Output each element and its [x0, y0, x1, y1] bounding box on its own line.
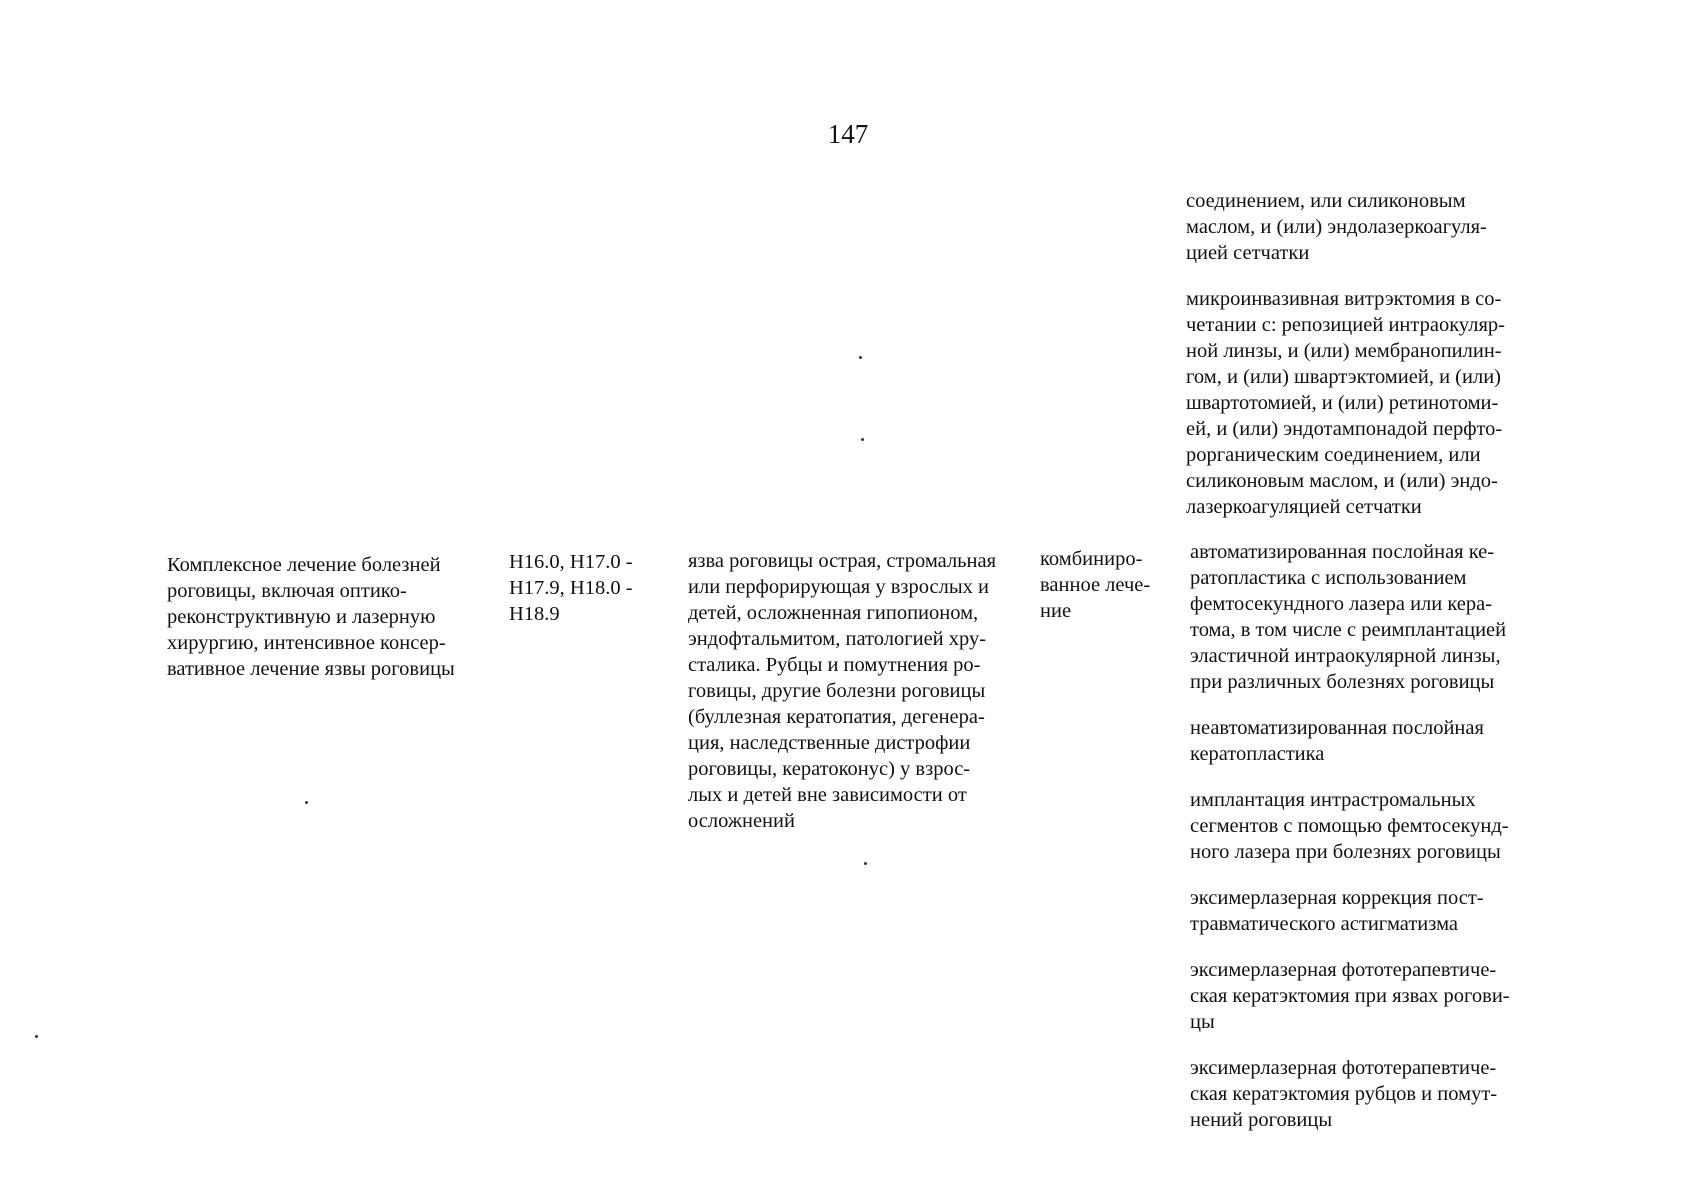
text-line: H17.9, H18.0 - [509, 577, 633, 599]
text-line: силиконовым маслом, и (или) эндо- [1186, 470, 1498, 492]
text-line: комбиниро- [1040, 548, 1143, 570]
text-line: реконструктивную и лазерную [167, 606, 436, 628]
text-line: сталика. Рубцы и помутнения ро- [688, 654, 981, 676]
text-line: детей, осложненная гипопионом, [688, 602, 979, 624]
text-line: швартотомией, и (или) ретинотоми- [1186, 392, 1499, 414]
scan-speck [861, 438, 864, 441]
text-line: ей, и (или) эндотампонадой перфто- [1186, 418, 1503, 440]
text-line: эластичной интраокулярной линзы, [1190, 645, 1501, 667]
text-line: лазеркоагуляцией сетчатки [1186, 496, 1422, 518]
text-line: хирургию, интенсивное консер- [167, 632, 446, 654]
procedure-name-cell [167, 552, 495, 682]
method-item [1190, 715, 1580, 767]
text-line: при различных болезнях роговицы [1190, 671, 1495, 693]
method-item [1186, 286, 1576, 520]
method-item [1190, 957, 1580, 1035]
text-line: автоматизированная послойная ке- [1190, 541, 1495, 563]
text-line: неавтоматизированная послойная [1190, 717, 1484, 739]
text-line: осложнений [688, 810, 795, 832]
text-line: говицы, другие болезни роговицы [688, 680, 986, 702]
diagnosis-cell [688, 548, 1033, 834]
text-line: роговицы, кератоконус) у взрос- [688, 758, 971, 780]
text-line: ратопластика с использованием [1190, 567, 1467, 589]
text-line: имплантация интрастромальных [1190, 789, 1476, 811]
text-line: Комплексное лечение болезней [167, 554, 441, 576]
text-line: ция, наследственные дистрофии [688, 732, 971, 754]
text-line: четании с: репозицией интраокуляр- [1186, 314, 1505, 336]
text-line: рорганическим соединением, или [1186, 444, 1481, 466]
scan-speck [864, 862, 867, 865]
scan-speck [305, 801, 308, 804]
page-number: 147 [827, 119, 869, 149]
text-line: ская кератэктомия рубцов и помут- [1190, 1083, 1498, 1105]
text-line: эндофтальмитом, патологией хру- [688, 628, 987, 650]
text-line: ванное лече- [1040, 574, 1151, 596]
text-line: H16.0, H17.0 - [509, 551, 633, 573]
text-line: маслом, и (или) эндолазеркоагуля- [1186, 216, 1487, 238]
scan-speck [35, 1035, 38, 1038]
text-line: H18.9 [509, 603, 560, 625]
text-line: нений роговицы [1190, 1109, 1333, 1131]
text-line: эксимерлазерная фототерапевтиче- [1190, 1057, 1497, 1079]
text-line: сегментов с помощью фемтосекунд- [1190, 815, 1509, 837]
text-line: роговицы, включая оптико- [167, 580, 407, 602]
text-line: или перфорирующая у взрослых и [688, 576, 989, 598]
method-item [1190, 885, 1580, 937]
text-line: кератопластика [1190, 743, 1325, 765]
text-line: тома, в том числе с реимплантацией [1190, 619, 1507, 641]
text-line: язва роговицы острая, стромальная [688, 550, 997, 572]
text-line: травматического астигматизма [1190, 913, 1459, 935]
continued-method-list [1186, 188, 1576, 540]
text-line: цией сетчатки [1186, 242, 1310, 264]
method-item [1190, 1055, 1580, 1133]
text-line: эксимерлазерная коррекция пост- [1190, 887, 1484, 909]
text-line: эксимерлазерная фототерапевтиче- [1190, 959, 1497, 981]
text-line: гом, и (или) швартэктомией, и (или) [1186, 366, 1501, 388]
text-line: (буллезная кератопатия, дегенера- [688, 706, 985, 728]
method-item [1186, 188, 1576, 266]
text-line: цы [1190, 1011, 1215, 1033]
text-line: ной линзы, и (или) мембранопилин- [1186, 340, 1502, 362]
text-line: фемтосекундного лазера или кера- [1190, 593, 1493, 615]
text-line: ская кератэктомия при язвах рогови- [1190, 985, 1510, 1007]
text-line: микроинвазивная витрэктомия в со- [1186, 288, 1502, 310]
treatment-type-cell [1040, 546, 1160, 624]
text-line: ние [1040, 600, 1072, 622]
text-line: ного лазера при болезнях роговицы [1190, 841, 1501, 863]
text-line: соединением, или силиконовым [1186, 190, 1466, 212]
text-line: вативное лечение язвы роговицы [167, 658, 455, 680]
text-line: лых и детей вне зависимости от [688, 784, 967, 806]
method-item [1190, 787, 1580, 865]
scan-speck [859, 356, 862, 359]
icd-codes-cell [509, 549, 659, 627]
method-item [1190, 539, 1580, 695]
treatment-method-list [1190, 539, 1580, 1153]
